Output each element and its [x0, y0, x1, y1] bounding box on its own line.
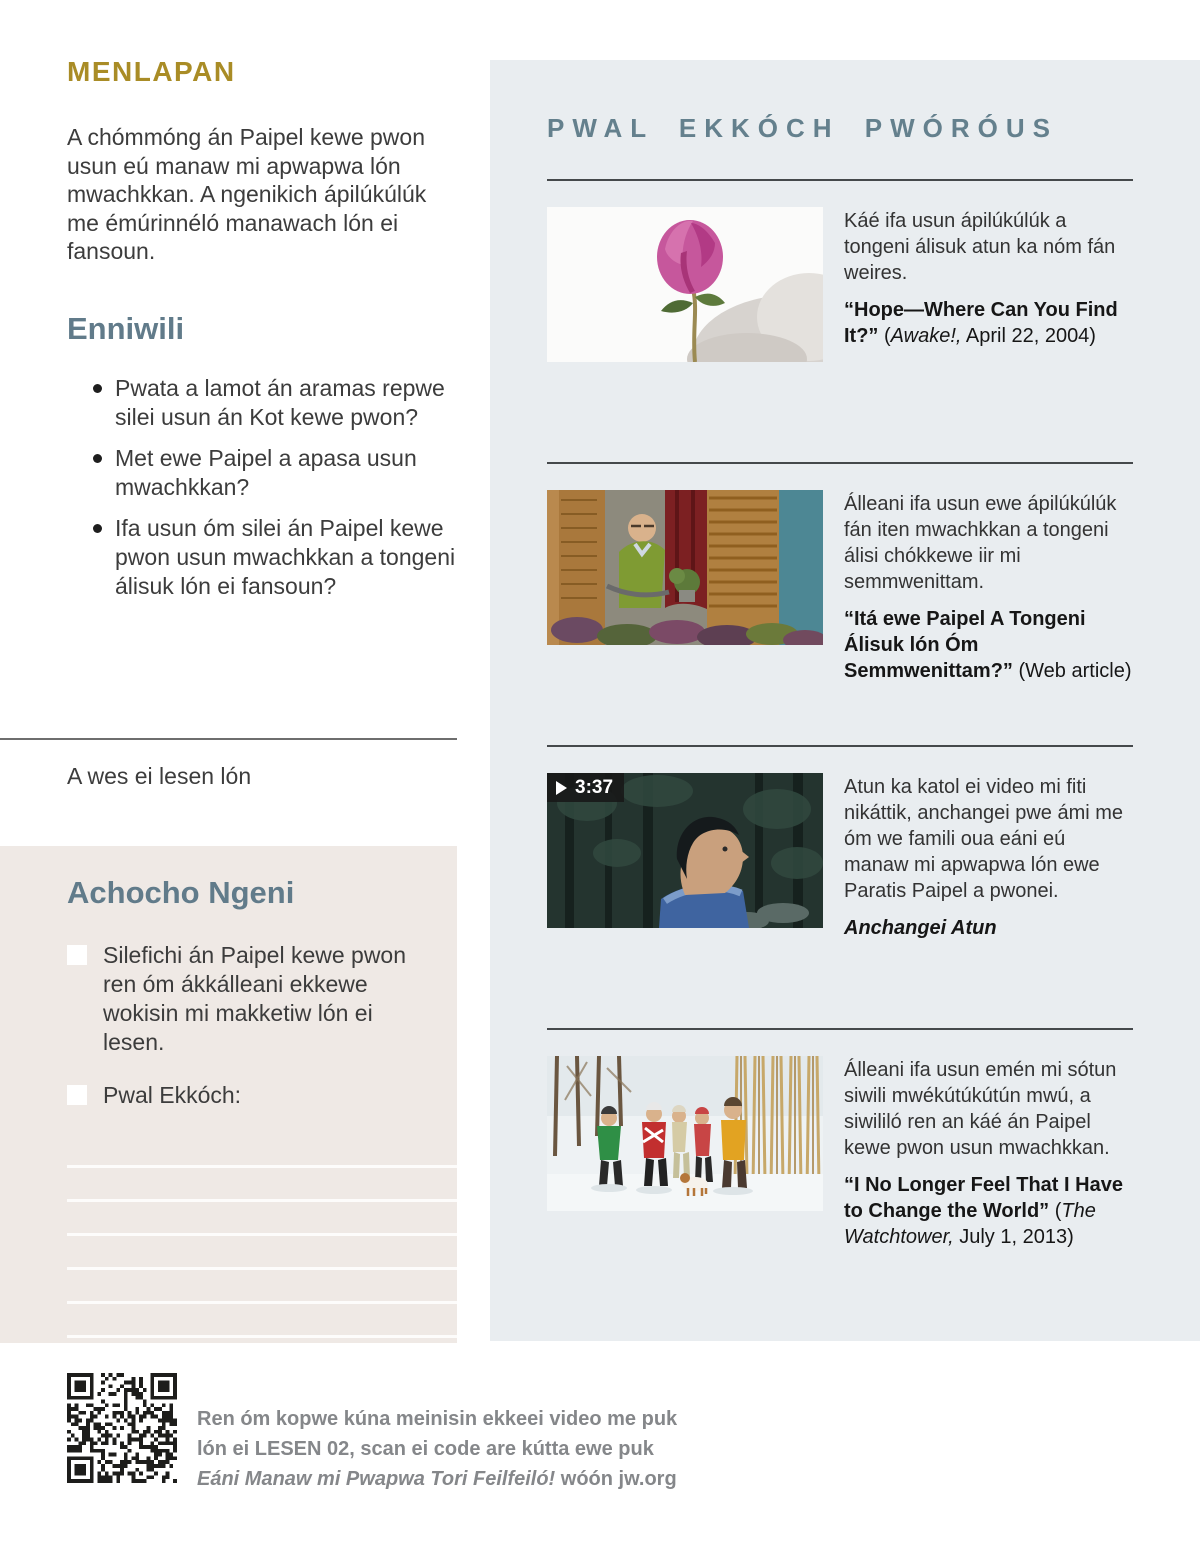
- completion-section: [0, 738, 457, 790]
- reference-text: (: [878, 325, 891, 347]
- resource-reference: [844, 297, 1133, 349]
- question-text: Pwata a lamot án aramas repwe silei usun án Kot kewe pwon?: [115, 374, 445, 430]
- review-question-list: [67, 374, 459, 601]
- video-duration: 3:37: [575, 776, 614, 798]
- reference-text: (Web article): [1012, 660, 1132, 682]
- checkbox[interactable]: [67, 1085, 87, 1105]
- task-row: [67, 941, 457, 1057]
- resource-text: [844, 1056, 1133, 1271]
- resource-description: Atun ka katol ei video mi fiti nikáttik, anchangei pwe ámi me óm we famili oua eáni eú manaw mi apwapwa lón ewe Paratis Paipel a pwonei.: [844, 776, 1124, 902]
- resource-description: Káé ifa usun ápilúkúlúk a tongeni álisuk atun ka nóm fán weires.: [844, 210, 1116, 284]
- bullet-icon: [93, 524, 102, 533]
- reference-title: “I No Longer Feel That I Have to Change the World”: [844, 1174, 1123, 1222]
- write-in-line[interactable]: [67, 1134, 457, 1168]
- task-row: [67, 1081, 457, 1110]
- qr-footer: [67, 1373, 677, 1494]
- write-in-line[interactable]: [67, 1304, 457, 1338]
- resource-item: [547, 181, 1133, 462]
- pink-flower-bud-photo: [547, 207, 823, 362]
- footer-line: [197, 1464, 677, 1494]
- write-in-line[interactable]: [67, 1168, 457, 1202]
- more-resources-panel: [490, 60, 1200, 1341]
- completion-label: A wes ei lesen lón: [67, 763, 252, 789]
- video-thumbnail-man-looking-up[interactable]: [547, 773, 823, 928]
- list-item: [67, 444, 459, 502]
- video-duration-badge: [547, 773, 624, 802]
- winter-walk-illustration: [547, 1056, 823, 1211]
- qr-code-icon: [67, 1373, 177, 1483]
- reference-source: The Watchtower,: [844, 1200, 1096, 1248]
- checkbox[interactable]: [67, 945, 87, 965]
- write-in-area: [67, 1134, 457, 1338]
- write-in-line[interactable]: [67, 1236, 457, 1270]
- question-text: Met ewe Paipel a apasa usun mwachkkan?: [115, 444, 417, 500]
- bullet-icon: [93, 384, 102, 393]
- list-item: [67, 514, 459, 601]
- goals-heading: Achocho Ngeni: [67, 875, 295, 910]
- resource-item: [547, 464, 1133, 745]
- resources-heading: PWAL EKKÓCH PWÓRÓUS: [547, 113, 1058, 143]
- play-icon: [556, 781, 567, 795]
- reference-date: April 22, 2004): [961, 325, 1096, 347]
- window-illustration: [547, 490, 823, 645]
- list-item: [67, 374, 459, 432]
- publication-title: Eáni Manaw mi Pwapwa Tori Feilfeiló!: [197, 1468, 556, 1490]
- footer-line: lón ei LESEN 02, scan ei code are kútta ewe puk: [197, 1438, 654, 1460]
- reference-title: “Itá ewe Paipel A Tongeni Álisuk lón Óm Semmwenittam?”: [844, 608, 1086, 682]
- resource-text: [844, 207, 1133, 422]
- task-text: Silefichi án Paipel kewe pwon ren óm ákkálleani ekkewe wokisin mi makketiw lón ei lesen.: [103, 942, 407, 1055]
- resource-description: Álleani ifa usun ewe ápilúkúlúk fán iten mwachkkan a tongeni álisi chókkewe iir mi semmwenittam.: [844, 493, 1117, 593]
- resource-text: [844, 490, 1133, 705]
- write-in-line[interactable]: [67, 1270, 457, 1304]
- resource-reference: [844, 606, 1133, 684]
- footer-line-suffix: wóón jw.org: [555, 1468, 677, 1490]
- write-in-line[interactable]: [67, 1202, 457, 1236]
- family-winter-walk-photo: [547, 1056, 823, 1211]
- review-heading: Enniwili: [67, 310, 185, 346]
- question-text: Ifa usun óm silei án Paipel kewe pwon usun mwachkkan a tongeni álisuk lón ei fansoun?: [115, 514, 456, 599]
- reference-title: “Hope—Where Can You Find It?”: [844, 299, 1118, 347]
- goals-notes-box: [0, 846, 457, 1343]
- bullet-icon: [93, 454, 102, 463]
- reference-source: Awake!,: [890, 325, 962, 347]
- footer-note: [197, 1373, 677, 1494]
- reference-date: July 1, 2013): [953, 1226, 1074, 1248]
- lesson-intro-text: A chómmóng án Paipel kewe pwon usun eú manaw mi apwapwa lón mwachkkan. A ngenikich ápilúkúlúk me émúrinnéló manawach lón ei fansoun.: [67, 124, 427, 264]
- resource-description: Álleani ifa usun emén mi sótun siwili mwékútúkútún mwú, a siwililó ren an káé án Paipel kewe pwon usun mwachkkan.: [844, 1059, 1117, 1159]
- resource-reference: [844, 1172, 1133, 1250]
- footer-line: Ren óm kopwe kúna meinisin ekkeei video me puk: [197, 1408, 678, 1430]
- video-title: Anchangei Atun: [844, 917, 997, 939]
- man-in-wheelchair-at-window-photo: [547, 490, 823, 645]
- resource-item: [547, 747, 1133, 1028]
- resource-text: [844, 773, 1133, 988]
- reference-text: (: [1049, 1200, 1062, 1222]
- resource-reference: [844, 915, 1133, 941]
- flower-illustration: [547, 207, 823, 362]
- resource-item: [547, 1030, 1133, 1311]
- lesson-summary-column: [67, 57, 459, 613]
- task-text: Pwal Ekkóch:: [103, 1082, 242, 1108]
- page-title: MENLAPAN: [67, 56, 236, 87]
